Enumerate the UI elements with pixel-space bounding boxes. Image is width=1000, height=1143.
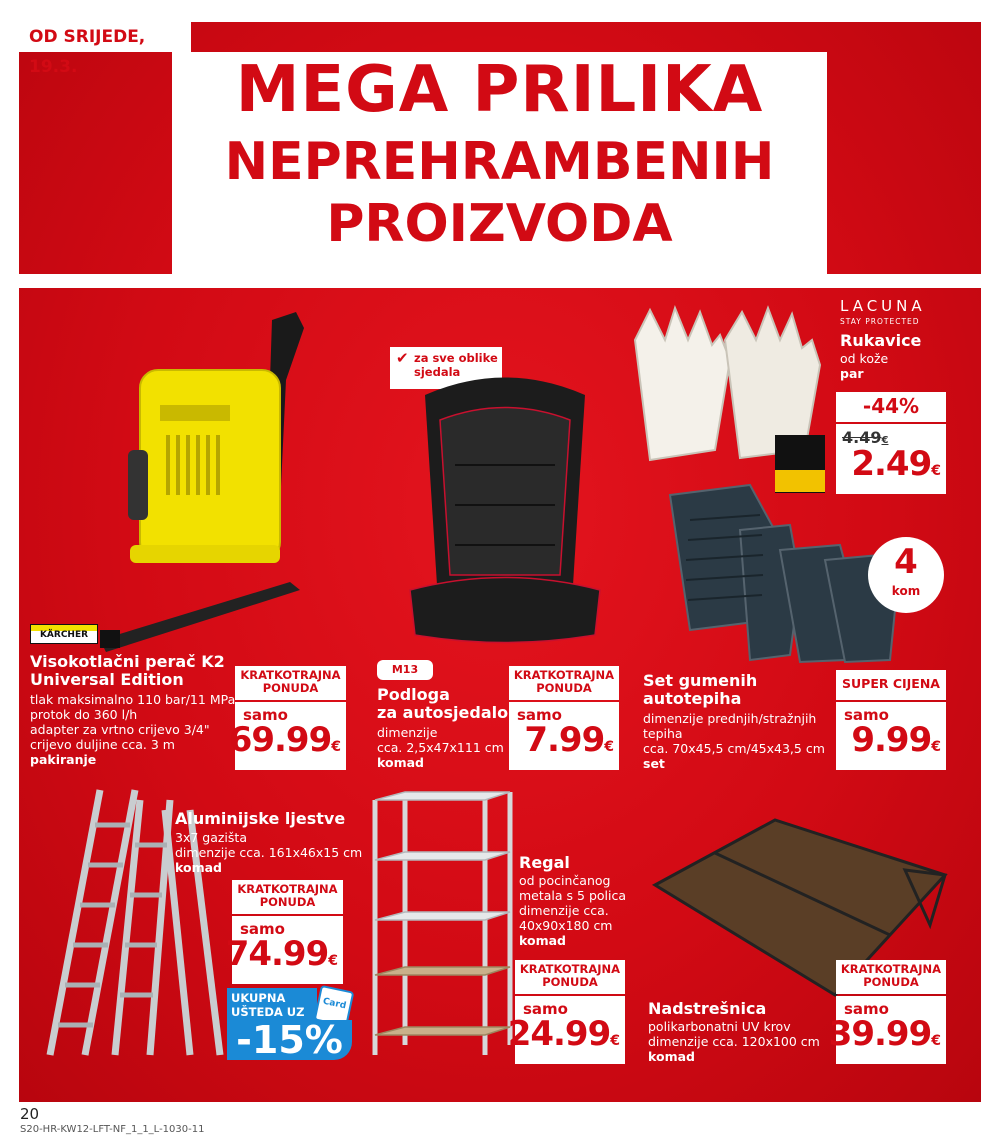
print-code: S20-HR-KW12-LFT-NF_1_1_L-1030-11	[20, 1124, 205, 1135]
mats-name-line-2: autotepiha	[643, 689, 742, 708]
gloves-description	[840, 351, 888, 381]
price-value: 9.99	[851, 720, 932, 760]
card-discount-value: -15%	[227, 1020, 352, 1060]
washer-name-line-1: Visokotlačni perač K2	[30, 652, 225, 671]
canopy-name: Nadstrešnica	[648, 999, 767, 1018]
shelf-desc-2: metala s 5 polica	[519, 888, 627, 903]
quantity-number: 4	[894, 542, 918, 582]
currency: €	[610, 1033, 619, 1049]
seat-price-box	[509, 702, 619, 770]
karcher-logo	[30, 624, 98, 644]
price-value: 24.99	[507, 1014, 611, 1054]
shelf-price-box	[507, 996, 625, 1064]
washer-desc-1: tlak maksimalno 110 bar/11 MPa	[30, 692, 236, 707]
price-value: 7.99	[524, 720, 605, 760]
gloves-discount-box	[836, 392, 946, 422]
seat-unit: komad	[377, 755, 424, 770]
mats-name	[643, 672, 757, 708]
canopy-unit: komad	[648, 1049, 695, 1064]
badge-line-2: PONUDA	[262, 681, 319, 695]
samo-label: samo	[523, 1000, 568, 1018]
badge-line-1: KRATKOTRAJNA	[237, 882, 338, 896]
badge-line-1: KRATKOTRAJNA	[519, 962, 621, 976]
currency: €	[331, 739, 340, 755]
mats-name-line-1: Set gumenih	[643, 671, 758, 690]
mats-desc-3: cca. 70x45,5 cm/45x43,5 cm	[643, 741, 825, 756]
mats-description	[643, 711, 825, 771]
date-tab	[19, 22, 191, 77]
badge-line-2: PONUDA	[259, 895, 316, 909]
title-line-3: PROIZVODA	[326, 194, 673, 254]
seat-brand-logo	[377, 660, 433, 680]
badge-line-1: KRATKOTRAJNA	[513, 668, 615, 682]
washer-unit: pakiranje	[30, 752, 97, 767]
seat-desc-2: cca. 2,5x47x111 cm	[377, 740, 504, 755]
currency: €	[328, 953, 337, 969]
washer-price	[229, 721, 340, 766]
card-icon-text: Card	[321, 996, 347, 1012]
shelf-name: Regal	[519, 853, 570, 872]
price-value: 69.99	[228, 720, 332, 760]
seat-price	[524, 721, 613, 766]
lacuna-tagline: STAY PROTECTED	[840, 317, 920, 326]
canopy-desc-1: polikarbonatni UV krov	[648, 1019, 791, 1034]
shelf-desc-4: 40x90x180 cm	[519, 918, 613, 933]
check-icon: ✔	[396, 349, 409, 367]
washer-price-box	[228, 702, 346, 770]
badge-line-2: PONUDA	[542, 975, 598, 989]
price-value: 2.49	[851, 444, 932, 484]
shelf-description	[519, 873, 626, 948]
badge-text: SUPER CIJENA	[842, 676, 940, 691]
ladder-desc-1: 3x7 gazišta	[175, 830, 247, 845]
ladder-price	[226, 935, 337, 980]
seat-offer-badge	[509, 666, 619, 700]
samo-label: samo	[517, 706, 562, 724]
gloves-unit: par	[840, 366, 864, 381]
title-line-2: NEPREHRAMBENIH	[224, 132, 775, 192]
ladder-unit: komad	[175, 860, 222, 875]
quantity-unit: kom	[891, 584, 921, 598]
ladder-offer-badge	[232, 880, 343, 914]
ladder-price-box	[225, 916, 343, 984]
badge-line-1: KRATKOTRAJNA	[240, 668, 341, 682]
seat-cover-image	[395, 365, 620, 655]
mats-unit: set	[643, 756, 665, 771]
currency: €	[604, 739, 613, 755]
price-value: 74.99	[225, 934, 329, 974]
mats-desc-1: dimenzije prednjih/stražnjih	[643, 711, 817, 726]
price-value: 39.99	[828, 1014, 932, 1054]
lacuna-logo: LACUNA	[840, 297, 926, 315]
ladder-name: Aluminijske ljestve	[175, 809, 346, 828]
seat-note-line-1: za sve oblike	[414, 351, 498, 365]
gloves-desc: od kože	[840, 351, 889, 366]
washer-offer-badge	[235, 666, 346, 700]
samo-label: samo	[240, 920, 285, 938]
mats-price-box	[836, 702, 946, 770]
samo-label: samo	[844, 706, 889, 724]
washer-name-line-2: Universal Edition	[30, 670, 184, 689]
washer-desc-3: adapter za vrtno crijevo 3/4"	[30, 722, 210, 737]
seat-description	[377, 725, 504, 770]
old-price-value: 4.49	[842, 428, 882, 447]
currency: €	[881, 435, 889, 446]
seat-desc-1: dimenzije	[377, 725, 438, 740]
canopy-price	[829, 1015, 940, 1060]
shelf-unit: komad	[519, 933, 566, 948]
seat-name-line-1: Podloga	[377, 685, 450, 704]
seat-name-line-2: za autosjedalo	[377, 703, 509, 722]
shelf-desc-1: od pocinčanog	[519, 873, 611, 888]
seat-note-line-2: sjedala	[414, 365, 461, 379]
mats-super-price-badge	[836, 670, 946, 700]
badge-line-2: PONUDA	[863, 975, 919, 989]
title-line-1: MEGA PRILIKA	[235, 53, 764, 127]
karcher-logo-text: KÄRCHER	[39, 630, 89, 640]
car-mats-image	[650, 480, 900, 670]
gloves-image	[620, 300, 830, 495]
badge-line-1: KRATKOTRAJNA	[840, 962, 942, 976]
card-discount-badge	[227, 988, 352, 1062]
currency: €	[931, 1033, 940, 1049]
currency: €	[931, 463, 940, 479]
gloves-discount: -44%	[862, 394, 920, 418]
washer-desc-2: protok do 360 l/h	[30, 707, 138, 722]
ladder-desc-2: dimenzije cca. 161x46x15 cm	[175, 845, 363, 860]
card-savings-label	[227, 988, 317, 1022]
samo-label: samo	[243, 706, 288, 724]
title-box	[172, 52, 827, 274]
canopy-desc-2: dimenzije cca. 120x100 cm	[648, 1034, 820, 1049]
washer-desc-4: crijevo duljine cca. 3 m	[30, 737, 175, 752]
currency: €	[931, 739, 940, 755]
shelf-image	[365, 790, 515, 1060]
pressure-washer-image	[100, 300, 330, 660]
shelf-desc-3: dimenzije cca.	[519, 903, 609, 918]
shelf-price	[508, 1015, 619, 1060]
canopy-price-box	[828, 996, 946, 1064]
samo-label: samo	[844, 1000, 889, 1018]
washer-name	[30, 653, 225, 689]
page-number: 20	[20, 1105, 40, 1123]
date-text: OD SRIJEDE, 19.3.	[29, 27, 146, 77]
washer-description	[30, 692, 235, 767]
card-line-1: UKUPNA	[231, 991, 286, 1005]
badge-line-2: PONUDA	[536, 681, 592, 695]
quantity-badge	[868, 537, 944, 613]
seat-name	[377, 686, 508, 722]
header-divider	[19, 274, 981, 288]
gloves-name: Rukavice	[840, 331, 922, 350]
mats-price	[851, 721, 940, 766]
mats-desc-2: tepiha	[643, 726, 683, 741]
card-line-2: UŠTEDA UZ	[231, 1005, 305, 1019]
shelf-offer-badge	[515, 960, 625, 994]
seat-brand-text: M13	[391, 663, 419, 676]
canopy-description	[648, 1019, 820, 1064]
canopy-offer-badge	[836, 960, 946, 994]
ladder-description	[175, 830, 362, 875]
